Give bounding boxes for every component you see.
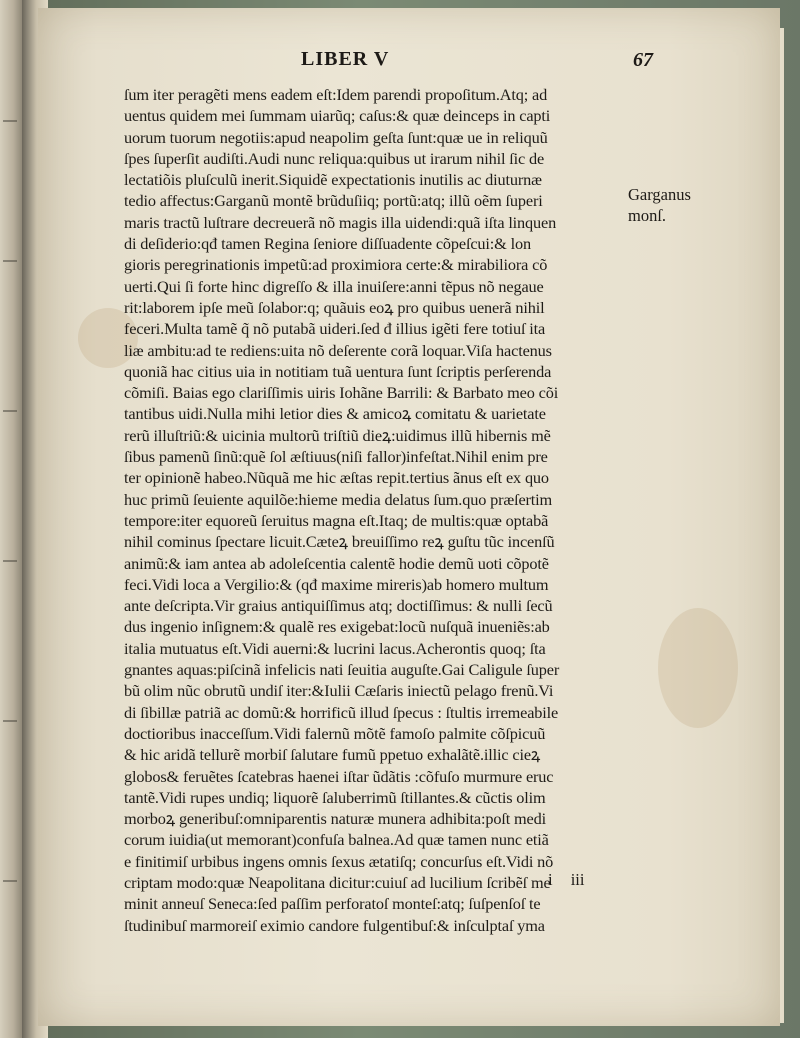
text-line: e finitimiſ urbibus ingens omnis ſexus ætatiſq; concurſus eſt.Vidi nõ — [124, 851, 554, 871]
ink-bleed — [3, 410, 17, 412]
text-line: uerti.Qui ſi forte hinc digreſſo & illa inuiſere:anni tẽpus nõ negaue — [124, 276, 544, 296]
signature-mark: i iii — [548, 870, 585, 889]
ink-bleed — [3, 720, 17, 722]
marginal-note — [628, 184, 748, 226]
text-line: bũ olim nũc obrutũ undiſ iter:&Iulii Cæſaris iniectũ pelago frenũ.Vi — [124, 681, 554, 701]
text-line: ante deſcripta.Vir graius antiquiſſimus atq; doctiſſimus: & nulli ſecũ — [124, 596, 553, 616]
page-header — [38, 48, 778, 78]
text-line: lectatiõis pluſculũ inerit.Siquidẽ expectationis inutilis ac diuturnæ — [124, 170, 542, 190]
ink-bleed — [3, 560, 17, 562]
text-line: uorum tuorum negotiis:apud neapolim geſta ſunt:quæ ue in reliquũ — [124, 127, 548, 147]
text-line: & hic aridã tellurẽ morbiſ ſalutare fumũ ppetuo exhalãtẽ.illic cieꝝ — [124, 745, 541, 765]
text-line: ter opinionẽ habeo.Nũquã me hic æſtas repit.tertius ãnus eſt ex quo — [124, 468, 549, 488]
text-line: morboꝝ generibuſ:omniparentis naturæ munera adhibita:poſt medi — [124, 809, 546, 829]
text-line: ſtudinibuſ marmoreiſ eximio candore fulgentibuſ:& inſculptaſ yma — [124, 915, 545, 935]
text-line: doctioribus inacceſſum.Vidi falernũ mõtẽ famoſo palmite cõſpicuũ — [124, 723, 546, 743]
text-line: ſpes ſuperſit audiſti.Audi nunc reliqua:quibus ut irarum nihil ſic de — [124, 148, 545, 168]
text-line: corum iuidia(ut memorant)confuſa balnea.Ad quæ tamen nunc etiã — [124, 830, 549, 850]
text-line: gnantes aquas:piſcinã infelicis nati ſeuitia auguſte.Gai Caligule ſuper — [124, 660, 560, 680]
text-line: criptam modo:quæ Neapolitana dicitur:cuiuſ ad lucilium ſcribẽſ me — [124, 872, 551, 892]
text-line: quoniã hac citius uia in notitiam tuã uentura ſunt ſcriptis perſerenda — [124, 361, 552, 381]
text-line: di ſibillæ patriã ac domũ:& horrificũ illud ſpecus : ſtultis irremeabile — [124, 702, 559, 722]
text-line: globos& feruẽtes ſcatebras haenei iſtar ũdãtis :cõfuſo murmure eruc — [124, 766, 554, 786]
text-line: uentus quidem mei ſummam uiarũq; caſus:& quæ deinceps in capti — [124, 106, 551, 126]
text-line: maris tractũ luſtrare decreuerã nõ magis illa uidendi:quã iſta linquen — [124, 212, 557, 232]
ink-bleed — [3, 880, 17, 882]
text-line: dus ingenio inſignem:& qualẽ res exigebat:locũ nuſquã inueniẽs:ab — [124, 617, 550, 637]
folio-number: 67 — [633, 49, 653, 71]
text-line: ſibus pamenũ ſinũ:quẽ ſol æſtiuus(niſi fallor)infeſtat.Nihil enim pre — [124, 447, 548, 467]
text-line: tantibus uidi.Nulla mihi letior dies & amicoꝝ comitatu & uarietate — [124, 404, 546, 424]
foxing-stain — [658, 608, 738, 728]
text-line: tantẽ.Vidi rupes undiq; liquorẽ ſaluberrimũ ſtillantes.& cũctis olim — [124, 787, 546, 807]
text-line: feceri.Multa tamẽ q̃ nõ putabã uideri.ſed đ illius igẽti fere totiuſ ita — [124, 319, 546, 339]
text-line: gioris peregrinationis impetũ:ad proximiora certe:& mirabiliora cõ — [124, 255, 548, 275]
body-text — [124, 84, 634, 936]
text-line: animũ:& iam antea ab adoleſcentia calentẽ hodie demũ uoti cõpotẽ — [124, 553, 549, 573]
text-line: tempore:iter equoreũ ſeruitus magna eſt.Itaq; de multis:quæ optabã — [124, 510, 549, 530]
text-line: di deſiderio:qđ tamen Regina ſeniore diſſuadente cõpeſcui:& lon — [124, 234, 531, 254]
text-line: tedio affectus:Garganũ montẽ brũduſiiq; portũ:atq; illũ oẽm ſuperi — [124, 191, 543, 211]
text-line: nihil cominus ſpectare licuit.Cæteꝝ breuiſſimo reꝝ guſtu tũc incenſũ — [124, 532, 555, 552]
ink-bleed — [3, 120, 17, 122]
running-head: LIBER V — [301, 48, 390, 70]
text-line: feci.Vidi loca a Vergilio:& (qđ maxime mireris)ab homero multum — [124, 574, 549, 594]
left-page-edge — [0, 0, 23, 1038]
text-line: liæ ambitu:ad te rediens:uita nõ deſerente corã loquar.Viſa hactenus — [124, 340, 552, 360]
right-page — [38, 8, 780, 1026]
text-line: rerũ illuſtriũ:& uicinia multorũ triſtiũ dieꝝ:uidimus illũ hibernis mẽ — [124, 425, 551, 445]
ink-bleed — [3, 260, 17, 262]
text-line: huc primũ ſeuiente aquilõe:hieme media delatus ſum.quo præſertim — [124, 489, 553, 509]
marginal-note-line: Garganus — [628, 185, 691, 204]
text-line: minit anneuſ Seneca:ſed paſſim perforatoſ monteſ:atq; ſuſpenſoſ te — [124, 894, 541, 914]
text-line: ſum iter peragẽti mens eadem eſt:Idem parendi propoſitum.Atq; ad — [124, 85, 548, 104]
text-line: cõmiſi. Baias ego clariſſimis uiris Iohãne Barrili: & Barbato meo cõi — [124, 383, 559, 403]
text-line: italia mutuatus eſt.Vidi auerni:& lucrini lacus.Acherontis quoq; ſta — [124, 638, 546, 658]
text-line: rit:laborem ipſe meũ ſolabor:q; quãuis eoꝝ pro quibus uenerã nihil — [124, 297, 545, 317]
marginal-note-line: monſ. — [628, 206, 667, 225]
